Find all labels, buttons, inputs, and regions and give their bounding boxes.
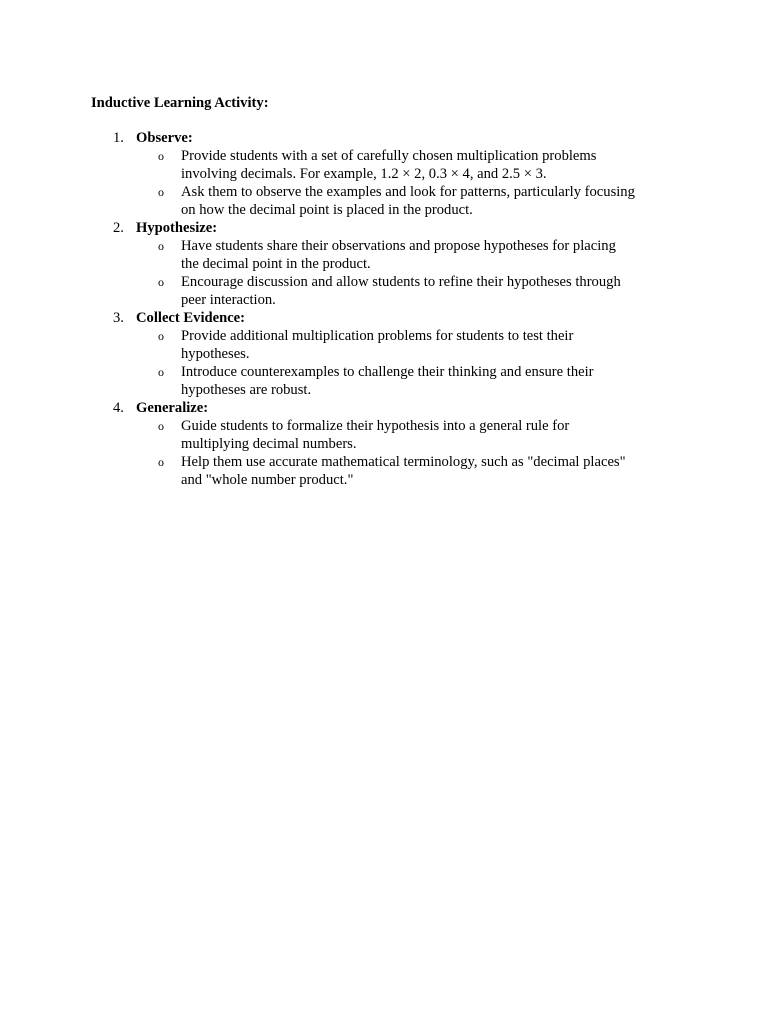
bullet-text: Encourage discussion and allow students to refine their hypotheses through peer interaction.	[181, 274, 621, 308]
bullet-item	[136, 417, 636, 453]
step-item	[91, 309, 691, 399]
bullet-marker: o	[158, 365, 164, 379]
bullet-list	[136, 327, 691, 399]
step-number: 1.	[113, 130, 124, 146]
step-number: 4.	[113, 400, 124, 416]
bullet-item	[136, 183, 636, 219]
step-number: 3.	[113, 310, 124, 326]
bullet-marker: o	[158, 149, 164, 163]
step-item	[91, 399, 691, 489]
bullet-item	[136, 147, 636, 183]
bullet-marker: o	[158, 275, 164, 289]
step-number: 2.	[113, 220, 124, 236]
step-heading: Generalize:	[136, 400, 209, 416]
bullet-text: Guide students to formalize their hypothesis into a general rule for multiplying decimal numbers.	[181, 418, 570, 452]
bullet-text: Help them use accurate mathematical terminology, such as "decimal places" and "whole number product."	[181, 454, 626, 488]
bullet-marker: o	[158, 185, 164, 199]
bullet-text: Have students share their observations and propose hypotheses for placing the decimal point in the product.	[181, 238, 616, 272]
step-heading: Collect Evidence:	[136, 310, 246, 326]
bullet-list	[136, 147, 691, 219]
bullet-marker: o	[158, 329, 164, 343]
bullet-item	[136, 363, 636, 399]
step-heading: Observe:	[136, 130, 193, 146]
bullet-item	[136, 273, 636, 309]
bullet-marker: o	[158, 455, 164, 469]
bullet-text: Ask them to observe the examples and look for patterns, particularly focusing on how the decimal point is placed in the product.	[181, 184, 635, 218]
bullet-list	[136, 417, 691, 489]
bullet-list	[136, 237, 691, 309]
bullet-item	[136, 237, 636, 273]
bullet-marker: o	[158, 239, 164, 253]
step-heading: Hypothesize:	[136, 220, 218, 236]
steps-list	[91, 129, 691, 489]
step-item	[91, 219, 691, 309]
step-item	[91, 129, 691, 219]
bullet-marker: o	[158, 419, 164, 433]
bullet-text: Introduce counterexamples to challenge their thinking and ensure their hypotheses are robust.	[181, 364, 594, 398]
bullet-text: Provide additional multiplication problems for students to test their hypotheses.	[181, 328, 574, 362]
bullet-item	[136, 327, 636, 363]
document-title: Inductive Learning Activity:	[91, 95, 269, 111]
document-body	[91, 94, 691, 489]
bullet-item	[136, 453, 636, 489]
bullet-text: Provide students with a set of carefully chosen multiplication problems involving decimals. For example, 1.2 × 2, 0.3 × 4, and 2.5 × 3.	[181, 148, 597, 182]
